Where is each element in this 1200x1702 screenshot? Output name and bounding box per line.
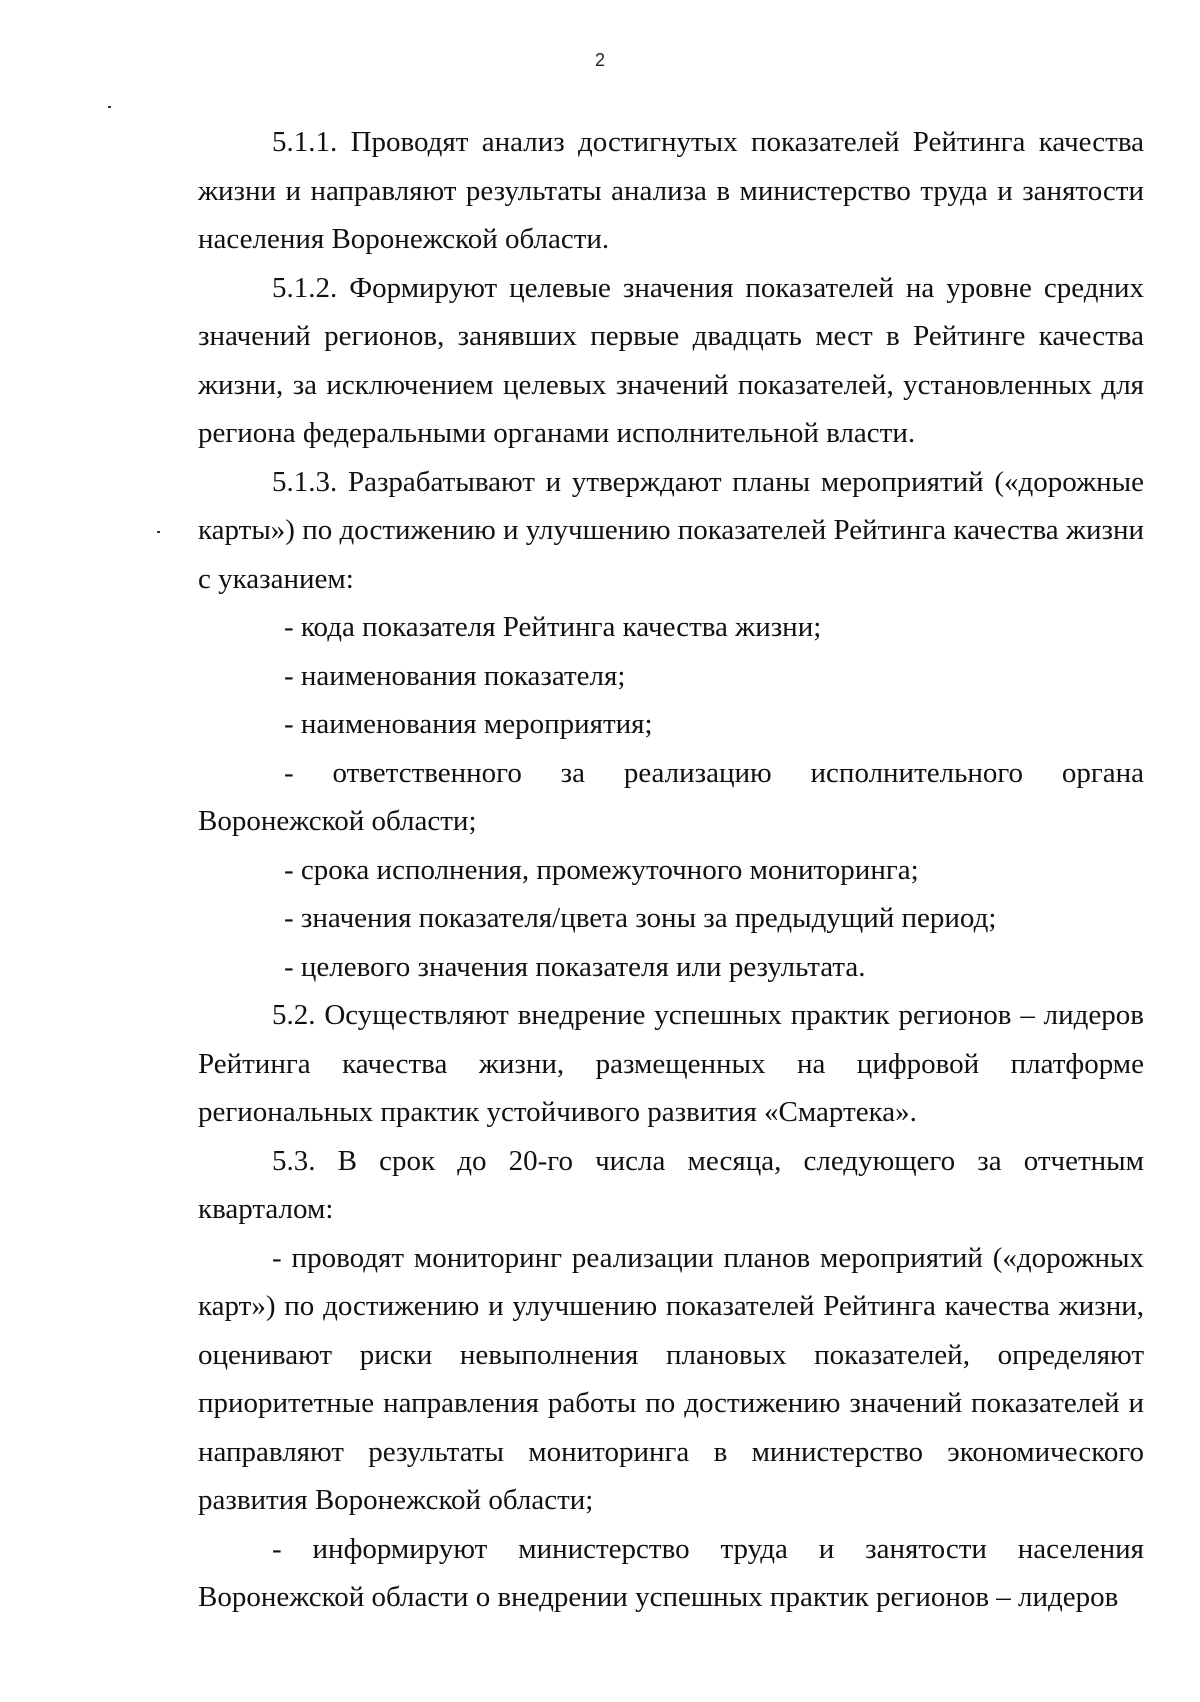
list-item: - наименования мероприятия; [284,708,653,740]
paragraph-5-2: 5.2. Осуществляют внедрение успешных практик регионов – лидеров Рейтинга качества жизни, размещенных на цифровой платформе региональных практик устойчивого развития «Смартека». [198,999,1144,1128]
scan-artifact-dot [108,106,111,108]
paragraph-5-1-3: 5.1.3. Разрабатывают и утверждают планы мероприятий («дорожные карты») по достижению и улучшению показателей Рейтинга качества жизни с указанием: [198,465,1144,595]
paragraph-5-1-1: 5.1.1. Проводят анализ достигнутых показателей Рейтинга качества жизни и направляют результаты анализа в министерство труда и занятости населения Воронежской области. [198,126,1144,255]
list-item: - ответственного за реализацию исполнительного органа Воронежской области; [198,756,1144,837]
paragraph-5-3-monitoring: - проводят мониторинг реализации планов мероприятий («дорожных карт») по достижению и улучшению показателей Рейтинга качества жизни, оценивают риски невыполнения плановых показателей, определяют приоритетные направления работы по достижению значений показателей и направляют результаты мониторинга в министерство экономического развития Воронежской области; [198,1241,1144,1516]
list-item: - наименования показателя; [284,659,626,692]
paragraph-5-1-2: 5.1.2. Формируют целевые значения показателей на уровне средних значений регионов, занявших первые двадцать мест в Рейтинге качества жизни, за исключением целевых значений показателей, установленных для региона федеральными органами исполнительной власти. [198,271,1144,449]
paragraph-5-3-informing: - информируют министерство труда и занятости населения Воронежской области о внедрении успешных практик регионов – лидеров [198,1532,1144,1613]
list-item: - значения показателя/цвета зоны за предыдущий период; [284,902,997,934]
document-body [198,118,1144,1622]
paragraph-5-3: 5.3. В срок до 20-го числа месяца, следующего за отчетным кварталом: [198,1144,1144,1225]
list-item: - целевого значения показателя или результата. [284,950,866,983]
page-number: 2 [594,50,605,70]
list-item: - срока исполнения, промежуточного мониторинга; [284,853,919,886]
list-item: - кода показателя Рейтинга качества жизни; [284,611,822,643]
scan-artifact-dot [157,531,160,533]
